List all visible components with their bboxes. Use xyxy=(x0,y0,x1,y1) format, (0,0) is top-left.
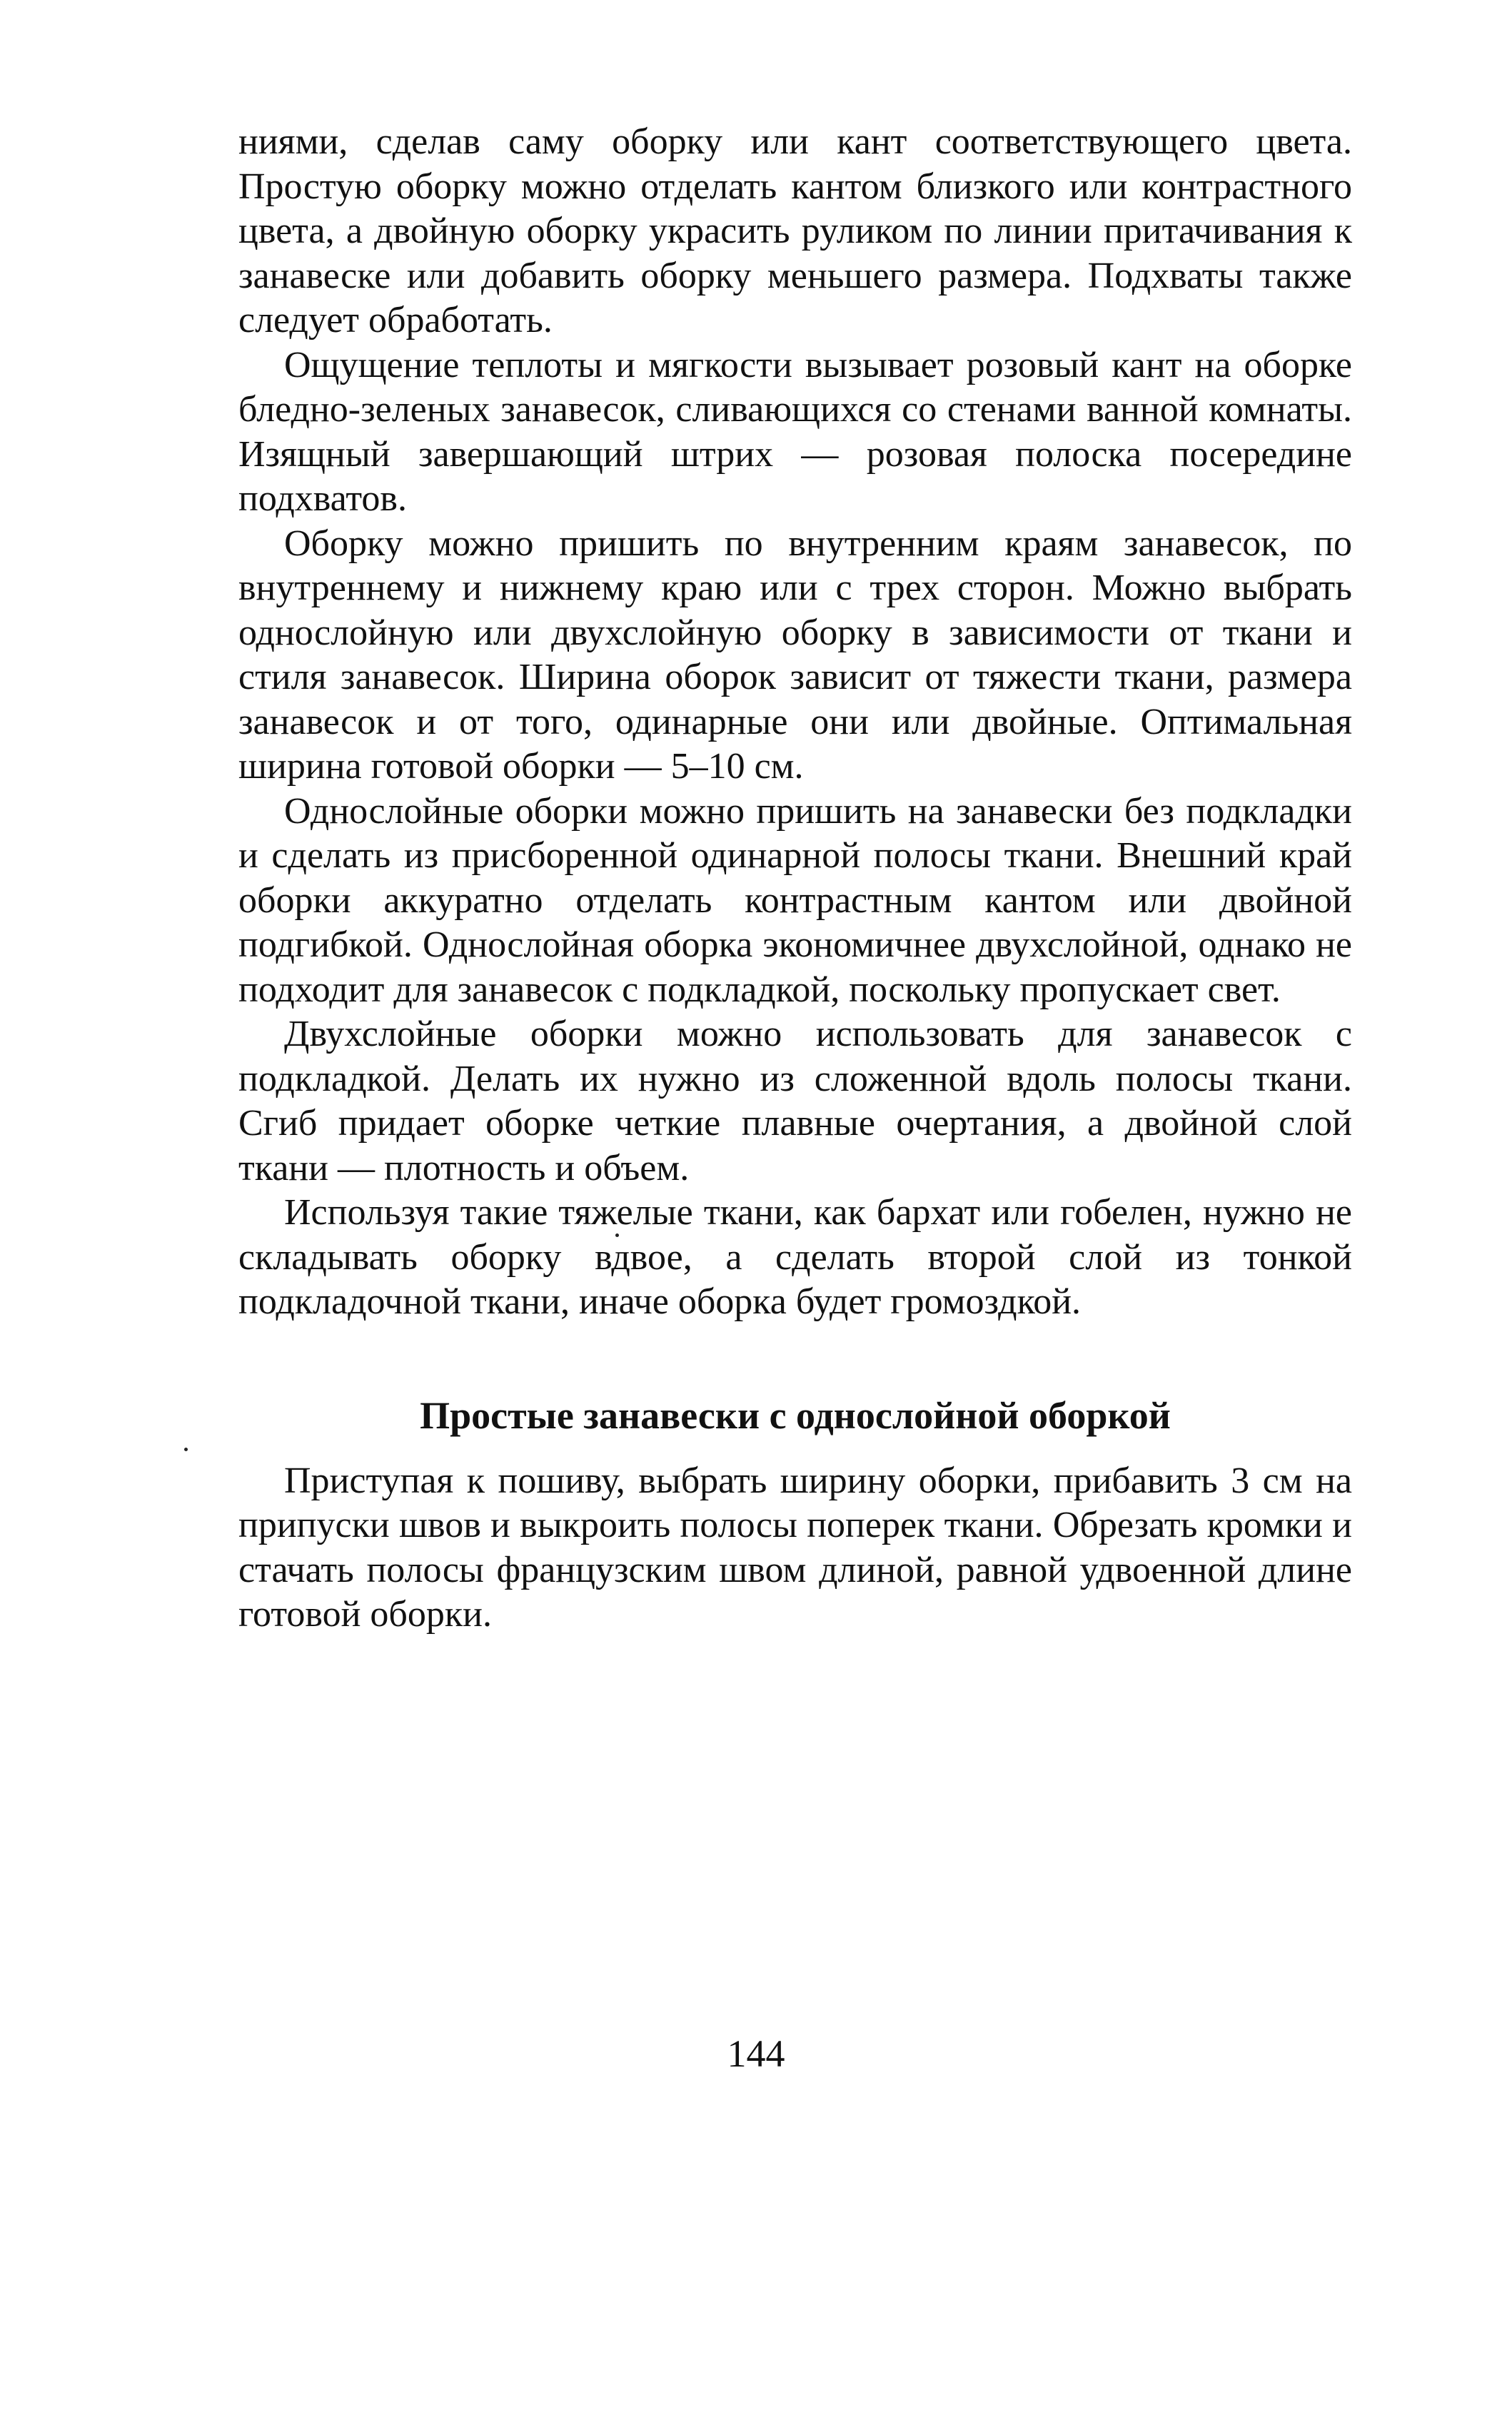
page-number: 144 xyxy=(727,2032,785,2075)
paragraph-single-layer-frills: Однослойные оборки можно пришить на занавески без подкладки и сделать из присборенной одинарной полосы ткани. Внешний край оборки аккуратно отделать контрастным кантом или двойной подгибкой. Однослойная оборка экономичнее двухслойной, однако не подходит для занавесок с подкладкой, поскольку пропускает свет. xyxy=(238,790,1352,1010)
paragraph-sewing-instructions: Приступая к пошиву, выбрать ширину оборки, прибавить 3 см на припуски швов и выкроить полосы поперек ткани. Обрезать кромки и стачать полосы французским швом длиной, равной удвоенной длине готовой оборки. xyxy=(238,1460,1352,1635)
paragraph-frill-placement: Оборку можно пришить по внутренним краям занавесок, по внутреннему и нижнему краю или с трех сторон. Можно выбрать однослойную или двухслойную оборку в зависимости от ткани и стиля занавесок. Ширина оборок зависит от тяжести ткани, размера занавесок и от того, одинарные они или двойные. Оптимальная ширина готовой оборки — 5–10 см. xyxy=(238,523,1352,787)
paragraph-heavy-fabrics: Используя такие тяжелые ткани, как бархат или гобелен, нужно не складывать оборку вдвое, а сделать второй слой из тонкой подкладочной ткани, иначе оборка будет громоздкой. xyxy=(238,1192,1352,1322)
section-heading: Простые занавески с однослойной оборкой xyxy=(420,1393,1171,1437)
paragraph-pink-trim: Ощущение теплоты и мягкости вызывает розовый кант на оборке бледно-зеленых занавесок, сливающихся со стенами ванной комнаты. Изящный завершающий штрих — розовая полоска посередине подхватов. xyxy=(238,344,1352,519)
scan-speck xyxy=(615,1233,619,1237)
page-body xyxy=(238,120,1352,1638)
paragraph-continuation: ниями, сделав саму оборку или кант соответствующего цвета. Простую оборку можно отделать кантом близкого или контрастного цвета, а двойную оборку украсить руликом по линии притачивания к занавеске или добавить оборку меньшего размера. Подхваты также следует обработать. xyxy=(238,121,1352,340)
scan-speck xyxy=(184,1448,188,1451)
paragraph-double-layer-frills: Двухслойные оборки можно использовать для занавесок с подкладкой. Делать их нужно из сложенной вдоль полосы ткани. Сгиб придает оборке четкие плавные очертания, а двойной слой ткани — плотность и объем. xyxy=(238,1014,1352,1189)
